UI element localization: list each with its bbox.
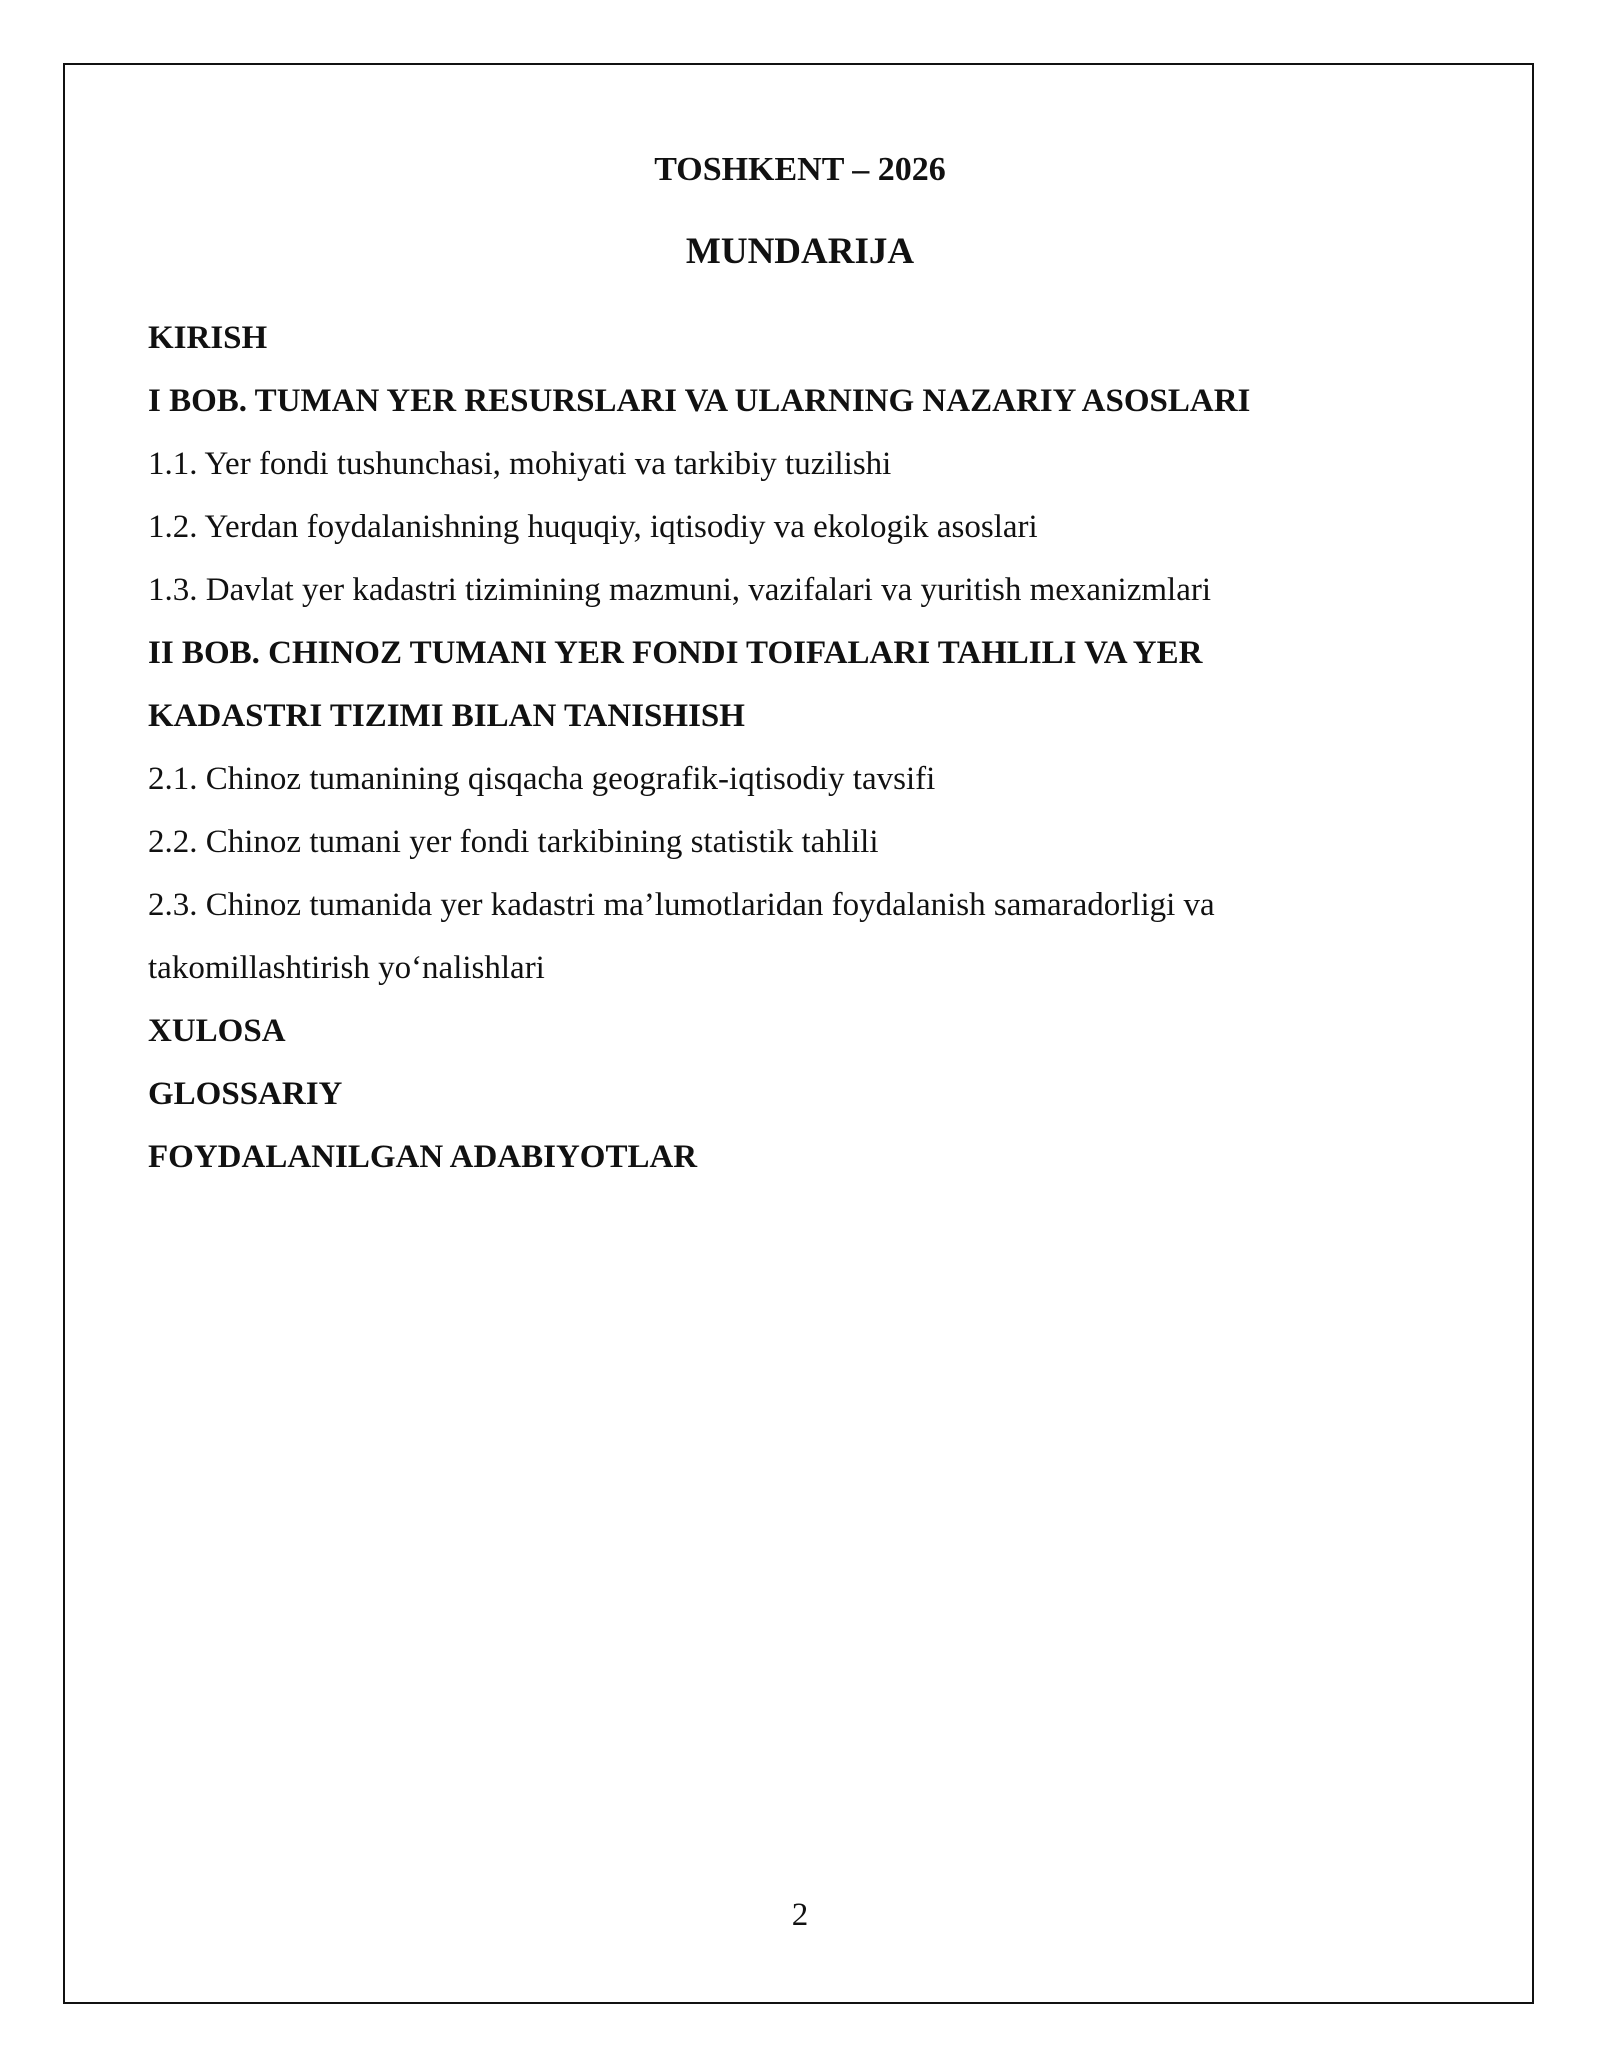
- toc-entry-section-2-2: 2.2. Chinoz tumani yer fondi tarkibining statistik tahlili: [148, 824, 879, 860]
- toc-entry-introduction: KIRISH: [148, 320, 268, 356]
- toc-entry-section-1-2: 1.2. Yerdan foydalanishning huquqiy, iqtisodiy va ekologik asoslari: [148, 509, 1038, 545]
- city-year-heading: TOSHKENT – 2026: [654, 151, 946, 188]
- toc-entry-section-2-3-continued: takomillashtirish yo‘nalishlari: [148, 950, 545, 986]
- toc-entry-section-2-1: 2.1. Chinoz tumanining qisqacha geografik-iqtisodiy tavsifi: [148, 761, 936, 797]
- page-number: 2: [791, 1897, 809, 1933]
- toc-entry-glossary: GLOSSARIY: [148, 1076, 343, 1112]
- toc-entry-section-2-3: 2.3. Chinoz tumanida yer kadastri ma’lumotlaridan foydalanish samaradorligi va: [148, 887, 1215, 923]
- table-of-contents: [148, 307, 1468, 1189]
- toc-entry-references: FOYDALANILGAN ADABIYOTLAR: [148, 1139, 698, 1175]
- toc-entry-chapter-2-continued: KADASTRI TIZIMI BILAN TANISHISH: [148, 698, 745, 734]
- toc-entry-chapter-2: II BOB. CHINOZ TUMANI YER FONDI TOIFALARI TAHLILI VA YER: [148, 635, 1203, 671]
- toc-entry-conclusion: XULOSA: [148, 1013, 286, 1049]
- toc-entry-section-1-3: 1.3. Davlat yer kadastri tizimining mazmuni, vazifalari va yuritish mexanizmlari: [148, 572, 1211, 608]
- table-of-contents-title: MUNDARIJA: [685, 231, 915, 272]
- toc-entry-section-1-1: 1.1. Yer fondi tushunchasi, mohiyati va tarkibiy tuzilishi: [148, 446, 892, 482]
- toc-entry-chapter-1: I BOB. TUMAN YER RESURSLARI VA ULARNING NAZARIY ASOSLARI: [148, 383, 1251, 419]
